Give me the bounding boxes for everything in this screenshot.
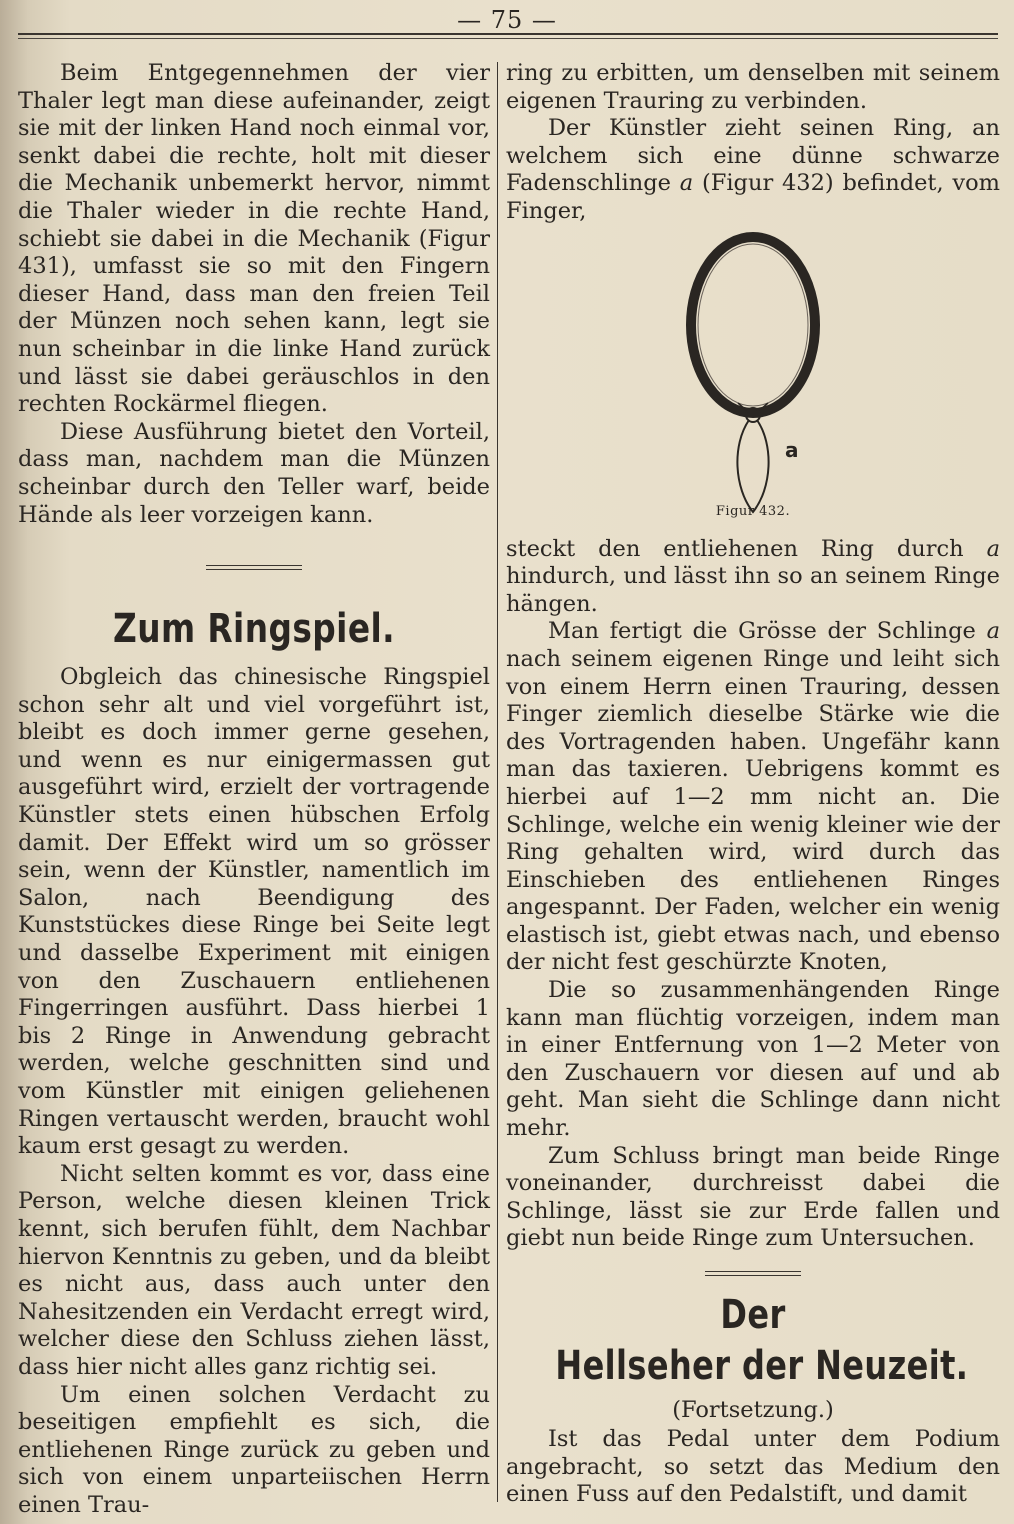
paragraph <box>506 618 1000 977</box>
paragraph: Zum Schluss bringt man beide Ringe voneinander, durchreisst dabei die Schlinge, lässt sie zur Erde fallen und giebt nun beide Ringe zum Untersuchen. <box>506 1142 1000 1252</box>
column-divider <box>497 62 498 1502</box>
header-rule-thin <box>18 38 998 39</box>
ring-inner-edge <box>698 244 808 406</box>
figure-caption: Figur 432. <box>715 503 791 519</box>
left-column <box>18 60 490 1520</box>
paragraph: ring zu erbitten, um denselben mit seinem eigenen Trauring zu verbinden. <box>506 60 1000 114</box>
section-title-line1: Der <box>720 1292 786 1338</box>
text-run: (Figur 432) befindet, vom Finger, <box>506 170 1000 224</box>
paragraph: Beim Entgegennehmen der vier Thaler legt man diese aufeinander, zeigt sie mit der linken Hand noch einmal vor, senkt dabei die rechte, holt mit dieser die Mechanik unbemerkt hervor, nimmt die Thaler wieder in die rechte Hand, schiebt sie dabei in die Mechanik (Figur 431), umfasst sie so mit den Fingern dieser Hand, dass man den freien Teil der Münzen noch sehen kann, legt sie nun scheinbar in die linke Hand zurück und lässt sie dabei geräuschlos in den rechten Rockärmel fliegen. <box>18 60 490 418</box>
paragraph: Um einen solchen Verdacht zu beseitigen empfiehlt es sich, die entliehenen Ringe zurück zu geben und sich von einem unparteiischen Herrn einen Trau- <box>18 1381 490 1518</box>
header-rule <box>18 33 998 35</box>
text-run: steckt den entliehenen Ring durch <box>506 535 987 562</box>
section-title: Zum Ringspiel. <box>112 606 396 653</box>
paragraph: Obgleich das chinesische Ringspiel schon sehr alt und viel vorgeführt ist, bleibt es doch immer gerne gesehen, und wenn es nur einigermassen gut ausgeführt wird, erzielt der vortragende Künstler stets einen hübschen Erfolg damit. Der Effekt wird um so grösser sein, wenn der Künstler, namentlich im Salon, nach Beendigung des Kunststückes diese Ringe bei Seite legt und dasselbe Experiment mit einigen von den Zuschauern entliehenen Fingerringen ausführt. Dass hierbei 1 bis 2 Ringe in Anwendung gebracht werden, welche geschnitten sind und vom Künstler mit einigen geliehenen Ringen vertauscht werden, braucht wohl kaum erst gesagt zu werden. <box>18 664 490 1160</box>
text-run: nach seinem eigenen Ringe und leiht sich von einem Herrn einen Trauring, dessen Finger ziemlich dieselbe Stärke wie die des Vortragenden haben. Ungefähr kann man das taxieren. Uebrigens kommt es hierbei auf 1—2 mm nicht an. Die Schlinge, welche ein wenig kleiner wie der Ring gehalten wird, wird durch das Einschieben des entliehenen Ringes angespannt. Der Faden, welcher ein wenig elastisch ist, giebt etwas nach, und ebenso der nicht fest geschürzte Knoten, <box>506 645 1000 976</box>
paragraph <box>506 115 1000 225</box>
paragraph: Nicht selten kommt es vor, dass eine Person, welche diesen kleinen Trick kennt, sich berufen fühlt, dem Nachbar hiervon Kenntnis zu geben, und da bleibt es nicht aus, dass auch unter den Nahesitzenden ein Verdacht erregt wird, welcher diese den Schluss ziehen lässt, dass hier nicht alles ganz richtig sei. <box>18 1160 490 1380</box>
ring-loop-illustration <box>506 230 1000 530</box>
paragraph: Diese Ausführung bietet den Vorteil, dass man, nachdem man die Münzen scheinbar durch den Teller warf, beide Hände als leer vorzeigen kann. <box>18 418 490 528</box>
letter-a: a <box>986 618 1000 645</box>
section-subtitle: (Fortsetzung.) <box>672 1397 834 1423</box>
section-separator <box>206 565 302 570</box>
paragraph: Ist das Pedal unter dem Podium angebracht, so setzt das Medium den einen Fuss auf den Pedalstift, und damit <box>506 1426 1000 1508</box>
figure-label-a: a <box>785 437 799 462</box>
paragraph <box>506 536 1000 619</box>
paragraph: Die so zusammenhängenden Ringe kann man flüchtig vorzeigen, indem man in einer Entfernung von 1—2 Meter von den Zuschauern vor diesen auf und ab geht. Man sieht die Schlinge dann nicht mehr. <box>506 977 1000 1142</box>
page-number: — 75 — <box>457 6 557 34</box>
section-separator <box>705 1271 801 1276</box>
text-run: Der Künstler zieht seinen Ring, an welchem sich eine dünne schwarze Fadenschlinge <box>506 115 1000 197</box>
figure-432 <box>506 230 1000 530</box>
letter-a: a <box>679 170 694 197</box>
ring <box>691 237 815 413</box>
section-title-line2: Hellseher der Neuzeit. <box>555 1343 969 1389</box>
letter-a: a <box>986 535 1000 562</box>
text-run: hindurch, und lässt ihn so an seinem Ringe hängen. <box>506 563 1000 617</box>
text-run: Man fertigt die Grösse der Schlinge <box>548 618 987 645</box>
right-column <box>506 60 1000 1509</box>
